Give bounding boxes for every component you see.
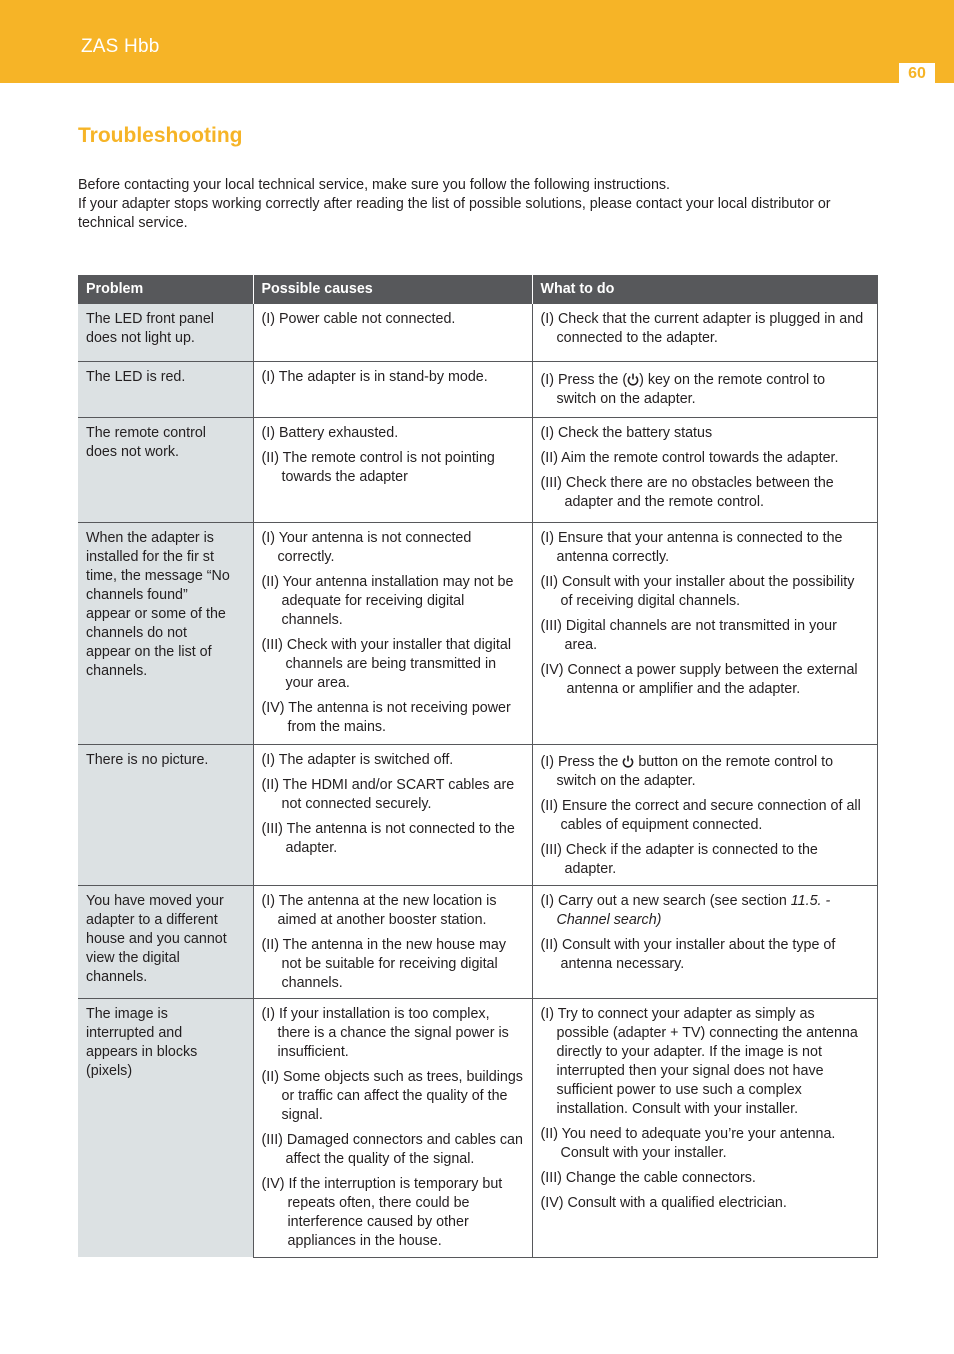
todo-item: (IV) Connect a power supply between the external antenna or amplifier and the adapter. bbox=[540, 661, 858, 697]
problem-cell: There is no picture. bbox=[78, 744, 253, 885]
problem-cell: The LED front panel does not light up. bbox=[78, 304, 253, 361]
todo-item: (III) Digital channels are not transmitted in your area. bbox=[540, 617, 837, 653]
todo-cell bbox=[532, 522, 877, 744]
header-problem: Problem bbox=[78, 275, 253, 304]
doc-title: ZAS Hbb bbox=[81, 36, 160, 57]
cause-item: (II) The antenna in the new house may not be suitable for receiving digital channels. bbox=[261, 936, 507, 991]
cause-item: (III) The antenna is not connected to the adapter. bbox=[261, 820, 515, 856]
problem-cell: The remote control does not work. bbox=[78, 417, 253, 522]
cause-item: (I) Battery exhausted. bbox=[261, 424, 399, 441]
cause-item: (IV) If the interruption is temporary but repeats often, there could be interference caused by other appliances in the house. bbox=[261, 1175, 503, 1249]
causes-cell bbox=[253, 522, 532, 744]
table-row bbox=[78, 998, 877, 1257]
intro-line-2: If your adapter stops working correctly after reading the list of possible solutions, please contact your local distributor or technical service. bbox=[78, 196, 831, 231]
cause-item: (I) The adapter is switched off. bbox=[261, 751, 454, 768]
table-row bbox=[78, 304, 877, 361]
cause-item: (I) The antenna at the new location is aimed at another booster station. bbox=[261, 892, 497, 928]
cause-item: (I) Your antenna is not connected correctly. bbox=[261, 529, 472, 565]
todo-item bbox=[541, 892, 869, 930]
section-reference: 11.5. - Channel search) bbox=[556, 892, 831, 928]
cause-item: (IV) The antenna is not receiving power from the mains. bbox=[261, 699, 511, 735]
todo-item bbox=[541, 753, 869, 791]
causes-cell bbox=[253, 304, 532, 361]
table-row bbox=[78, 522, 877, 744]
todo-cell bbox=[532, 885, 877, 998]
cause-item: (I) If your installation is too complex, there is a chance the signal power is insufficient. bbox=[261, 1005, 509, 1060]
power-icon bbox=[622, 755, 634, 768]
table-row bbox=[78, 744, 877, 885]
table-row bbox=[78, 417, 877, 522]
todo-text-before: (I) Carry out a new search (see section bbox=[540, 892, 791, 909]
causes-cell bbox=[253, 417, 532, 522]
problem-cell: The LED is red. bbox=[78, 361, 253, 417]
header-possible-causes: Possible causes bbox=[253, 275, 532, 304]
todo-item: (I) Check the battery status bbox=[540, 424, 713, 441]
todo-item: (I) Check that the current adapter is plugged in and connected to the adapter. bbox=[540, 311, 864, 346]
problem-cell: You have moved your adapter to a different house and you cannot view the digital channels. bbox=[78, 885, 253, 998]
todo-item: (IV) Consult with a qualified electrician. bbox=[540, 1194, 787, 1211]
page-number: 60 bbox=[899, 63, 935, 83]
todo-item: (III) Check if the adapter is connected to the adapter. bbox=[540, 841, 818, 877]
power-icon bbox=[627, 373, 639, 386]
todo-text-after: ) key on the remote control to switch on the adapter. bbox=[556, 371, 826, 407]
todo-item bbox=[541, 371, 869, 409]
cause-item: (II) The HDMI and/or SCART cables are not connected securely. bbox=[261, 776, 515, 812]
todo-cell bbox=[532, 998, 877, 1257]
todo-text-before: (I) Press the bbox=[540, 753, 623, 770]
todo-item: (II) You need to adequate you’re your antenna. Consult with your installer. bbox=[540, 1125, 836, 1161]
causes-cell bbox=[253, 361, 532, 417]
troubleshooting-table bbox=[78, 275, 878, 1258]
table-row bbox=[78, 361, 877, 417]
problem-cell: When the adapter is installed for the fir st time, the message “No channels found” appear or some of the channels do not appear on the list of channels. bbox=[78, 522, 253, 744]
todo-item: (III) Check there are no obstacles between the adapter and the remote control. bbox=[540, 474, 834, 510]
todo-cell bbox=[532, 304, 877, 361]
problem-cell: The image is interrupted and appears in blocks (pixels) bbox=[78, 998, 253, 1257]
table-header-row bbox=[78, 275, 877, 304]
todo-item: (II) Consult with your installer about the type of antenna necessary. bbox=[540, 936, 836, 972]
causes-cell bbox=[253, 744, 532, 885]
todo-text-before: (I) Press the ( bbox=[540, 371, 628, 388]
cause-item: (III) Damaged connectors and cables can affect the quality of the signal. bbox=[261, 1131, 523, 1167]
intro-text bbox=[78, 176, 878, 233]
cause-item: (II) Your antenna installation may not be adequate for receiving digital channels. bbox=[261, 573, 514, 628]
table-row bbox=[78, 885, 877, 998]
cause-item: (III) Check with your installer that digital channels are being transmitted in your area. bbox=[261, 636, 511, 691]
cause-item: (I) Power cable not connected. bbox=[261, 311, 456, 327]
cause-item: (II) Some objects such as trees, buildings or traffic can affect the quality of the signal. bbox=[261, 1068, 523, 1123]
todo-item: (II) Aim the remote control towards the adapter. bbox=[540, 449, 839, 466]
causes-cell bbox=[253, 885, 532, 998]
todo-item: (III) Change the cable connectors. bbox=[540, 1169, 756, 1186]
header-what-to-do: What to do bbox=[532, 275, 877, 304]
todo-text-after: button on the remote control to switch on the adapter. bbox=[556, 753, 834, 789]
causes-cell bbox=[253, 998, 532, 1257]
intro-line-1: Before contacting your local technical service, make sure you follow the following instructions. bbox=[78, 177, 671, 193]
todo-item: (II) Ensure the correct and secure connection of all cables of equipment connected. bbox=[540, 797, 861, 833]
todo-cell bbox=[532, 744, 877, 885]
cause-item: (II) The remote control is not pointing towards the adapter bbox=[261, 449, 495, 485]
section-title: Troubleshooting bbox=[78, 124, 243, 147]
todo-item: (I) Try to connect your adapter as simply as possible (adapter + TV) connecting the antenna directly to your adapter. If the image is not interrupted then your signal does not have sufficient power to use such a complex installation. Consult with your installer. bbox=[540, 1005, 858, 1117]
todo-cell bbox=[532, 417, 877, 522]
todo-cell bbox=[532, 361, 877, 417]
todo-item: (I) Ensure that your antenna is connected to the antenna correctly. bbox=[540, 529, 843, 565]
cause-item: (I) The adapter is in stand-by mode. bbox=[261, 368, 488, 385]
todo-item: (II) Consult with your installer about the possibility of receiving digital channels. bbox=[540, 573, 855, 609]
